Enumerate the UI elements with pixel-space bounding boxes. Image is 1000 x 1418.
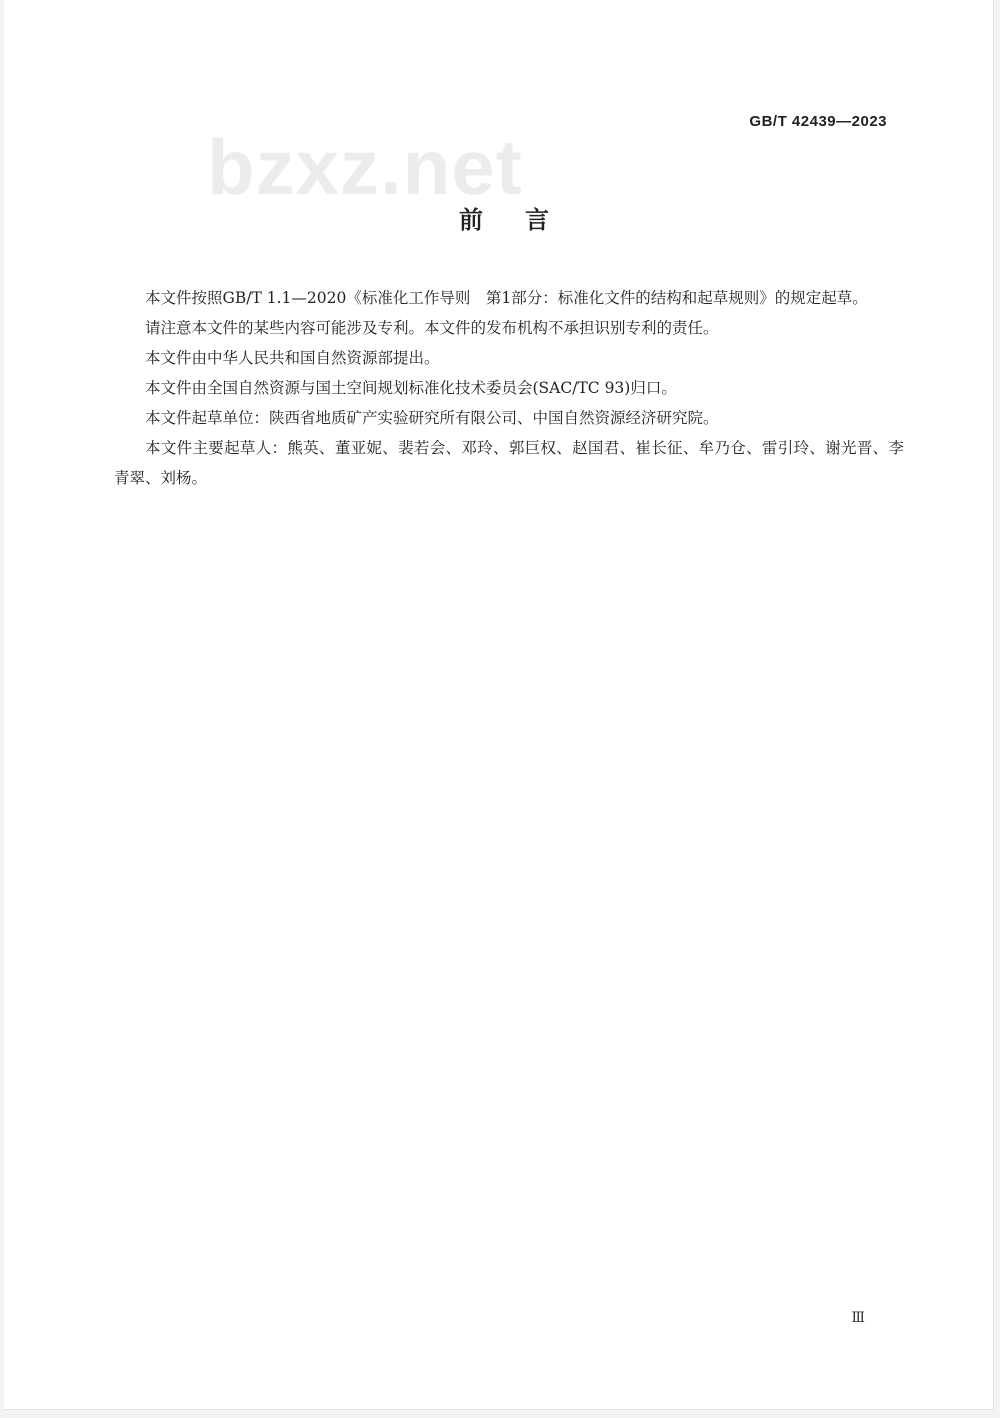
- standard-number: GB/T 42439—2023: [749, 113, 887, 130]
- paragraph-drafters: 本文件主要起草人：熊英、董亚妮、裴若会、邓玲、郭巨权、赵国君、崔长征、牟乃仓、雷引玲、谢光晋、李青翠、刘杨。: [114, 439, 904, 487]
- page-number: Ⅲ: [851, 1310, 865, 1326]
- watermark: bzxz.net: [207, 123, 523, 211]
- foreword-body: [114, 283, 904, 493]
- paragraph-committee: 本文件由全国自然资源与国土空间规划标准化技术委员会(SAC/TC 93)归口。: [145, 379, 677, 397]
- paragraph-patent-notice: 请注意本文件的某些内容可能涉及专利。本文件的发布机构不承担识别专利的责任。: [145, 319, 719, 337]
- paragraph-proposer: 本文件由中华人民共和国自然资源部提出。: [145, 349, 440, 367]
- document-page: [4, 0, 994, 1410]
- page-title: 前言: [459, 206, 591, 234]
- paragraph-drafting-rules: 本文件按照GB/T 1.1—2020《标准化工作导则 第1部分：标准化文件的结构和起草规则》的规定起草。: [145, 289, 868, 307]
- paragraph-drafting-units: 本文件起草单位：陕西省地质矿产实验研究所有限公司、中国自然资源经济研究院。: [145, 409, 719, 427]
